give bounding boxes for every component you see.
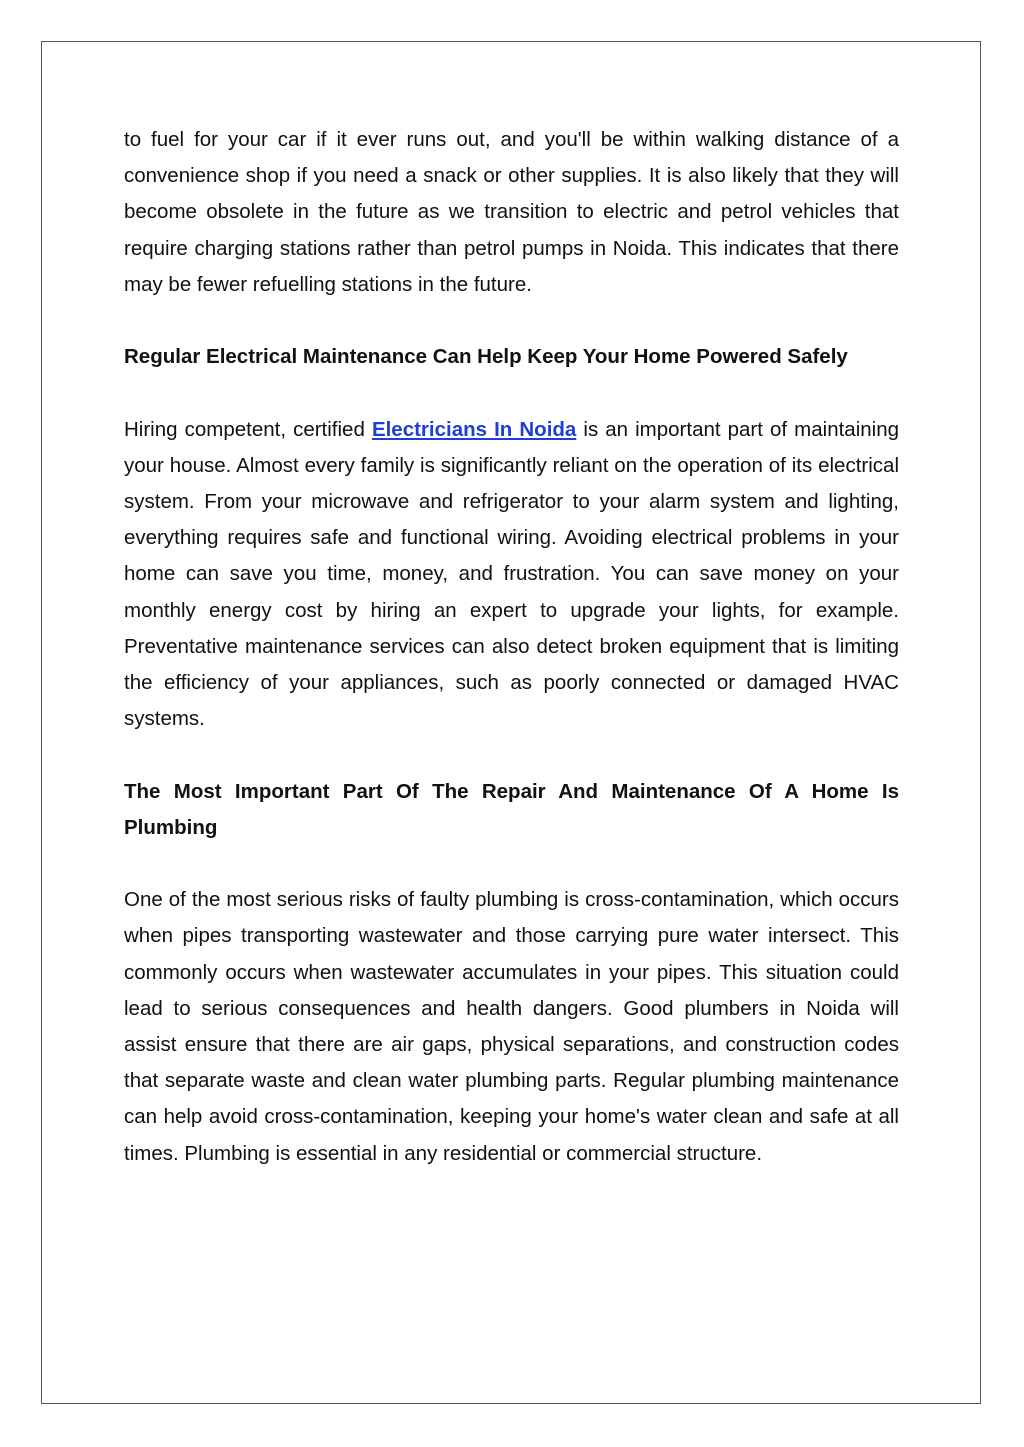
paragraph-text: Hiring competent, certified (124, 417, 372, 441)
heading-electrical-maintenance: Regular Electrical Maintenance Can Help Keep Your Home Powered Safely (124, 345, 848, 369)
electricians-in-noida-link[interactable]: Electricians In Noida (371, 417, 577, 441)
heading-plumbing: The Most Important Part Of The Repair And Maintenance Of A Home Is Plumbing (124, 779, 899, 839)
paragraph-gap (124, 303, 899, 339)
paragraph-gap (124, 737, 899, 773)
paragraph-gap (124, 846, 899, 882)
paragraph-gap (124, 375, 899, 411)
paragraph-fuel: to fuel for your car if it ever runs out, and you'll be within walking distance of a convenience shop if you need a snack or other supplies. It is also likely that they will become obsolete in the future as we transition to electric and petrol vehicles that require charging stations rather than petrol pumps in Noida. This indicates that there may be fewer refuelling stations in the future. (124, 128, 899, 296)
paragraph-text: is an important part of maintaining your house. Almost every family is significantly reliant on the operation of its electrical system. From your microwave and refrigerator to your alarm system and lighting, everything requires safe and functional wiring. Avoiding electrical problems in your home can save you time, money, and frustration. You can save money on your monthly energy cost by hiring an expert to upgrade your lights, for example. Preventative maintenance services can also detect broken equipment that is limiting the efficiency of your appliances, such as poorly connected or damaged HVAC systems. (124, 417, 900, 731)
paragraph-electricians (124, 412, 899, 738)
paragraph-plumbing: One of the most serious risks of faulty plumbing is cross-contamination, which occurs when pipes transporting wastewater and those carrying pure water intersect. This commonly occurs when wastewater accumulates in your pipes. This situation could lead to serious consequences and health dangers. Good plumbers in Noida will assist ensure that there are air gaps, physical separations, and construction codes that separate waste and clean water plumbing parts. Regular plumbing maintenance can help avoid cross-contamination, keeping your home's water clean and safe at all times. Plumbing is essential in any residential or commercial structure. (124, 888, 899, 1165)
document-body (124, 122, 899, 1172)
